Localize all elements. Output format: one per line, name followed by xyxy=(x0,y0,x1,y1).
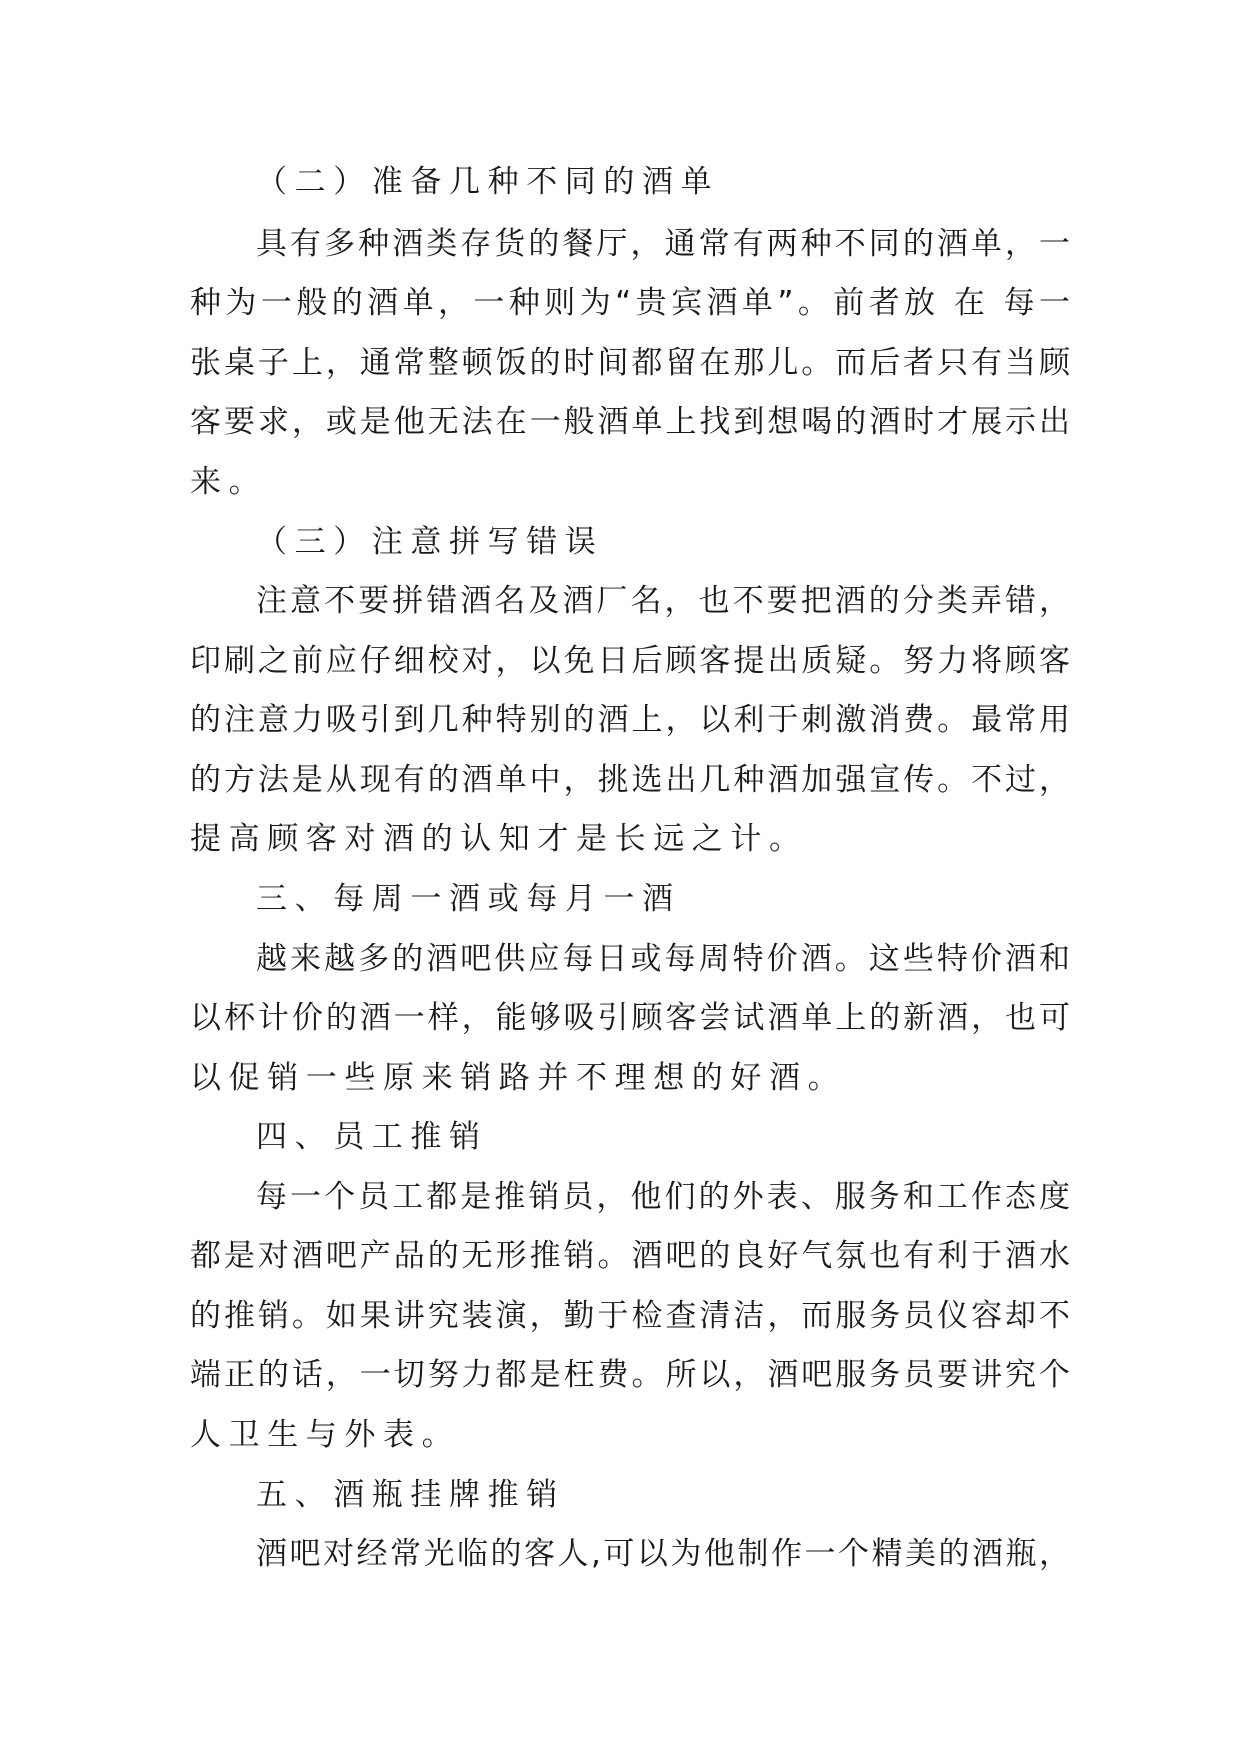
paragraph-line: 以杯计价的酒一样，能够吸引顾客尝试酒单上的新酒，也可 xyxy=(190,1000,1070,1036)
paragraph-line: 每一个员工都是推销员，他们的外表、服务和工作态度 xyxy=(256,1179,1070,1215)
section-heading-staff-promotion: 四、员工推销 xyxy=(256,1119,488,1155)
paragraph-line: 客要求，或是他无法在一般酒单上找到想喝的酒时才展示出 xyxy=(190,404,1070,440)
paragraph-line: 的推销。如果讲究装演，勤于检查清洁，而服务员仪容却不 xyxy=(190,1298,1070,1334)
paragraph-line: 都是对酒吧产品的无形推销。酒吧的良好气氛也有利于酒水 xyxy=(190,1238,1070,1274)
paragraph-line: 提高顾客对酒的认知才是长远之计。 xyxy=(190,821,808,857)
paragraph-line: 注意不要拼错酒名及酒厂名，也不要把酒的分类弄错， xyxy=(256,583,1070,619)
paragraph-line: 的方法是从现有的酒单中，挑选出几种酒加强宣传。不过， xyxy=(190,762,1070,798)
paragraph-line: 越来越多的酒吧供应每日或每周特价酒。这些特价酒和 xyxy=(256,941,1070,977)
paragraph-line: 人卫生与外表。 xyxy=(190,1417,461,1453)
section-heading-weekly-monthly-wine: 三、每周一酒或每月一酒 xyxy=(256,881,681,917)
paragraph-line: 酒吧对经常光临的客人,可以为他制作一个精美的酒瓶， xyxy=(256,1536,1070,1572)
paragraph-line: 以促销一些原来销路并不理想的好酒。 xyxy=(190,1060,847,1096)
section-heading-spelling-errors: （三）注意拼写错误 xyxy=(256,524,604,560)
paragraph-line: 张桌子上，通常整顿饭的时间都留在那儿。而后者只有当顾 xyxy=(190,345,1070,381)
paragraph-line: 具有多种酒类存货的餐厅，通常有两种不同的酒单，一 xyxy=(256,226,1070,262)
paragraph-line: 种为一般的酒单，一种则为“贵宾酒单”。前者放 在 每一 xyxy=(190,285,1070,321)
paragraph-line: 印刷之前应仔细校对，以免日后顾客提出质疑。努力将顾客 xyxy=(190,643,1070,679)
section-heading-bottle-tag-promotion: 五、酒瓶挂牌推销 xyxy=(256,1477,565,1513)
paragraph-line: 的注意力吸引到几种特别的酒上，以利于刺激消费。最常用 xyxy=(190,702,1070,738)
paragraph-line: 端正的话，一切努力都是枉费。所以，酒吧服务员要讲究个 xyxy=(190,1357,1070,1393)
section-heading-prepare-wine-lists: （二）准备几种不同的酒单 xyxy=(256,164,720,200)
paragraph-line: 来。 xyxy=(190,464,268,500)
